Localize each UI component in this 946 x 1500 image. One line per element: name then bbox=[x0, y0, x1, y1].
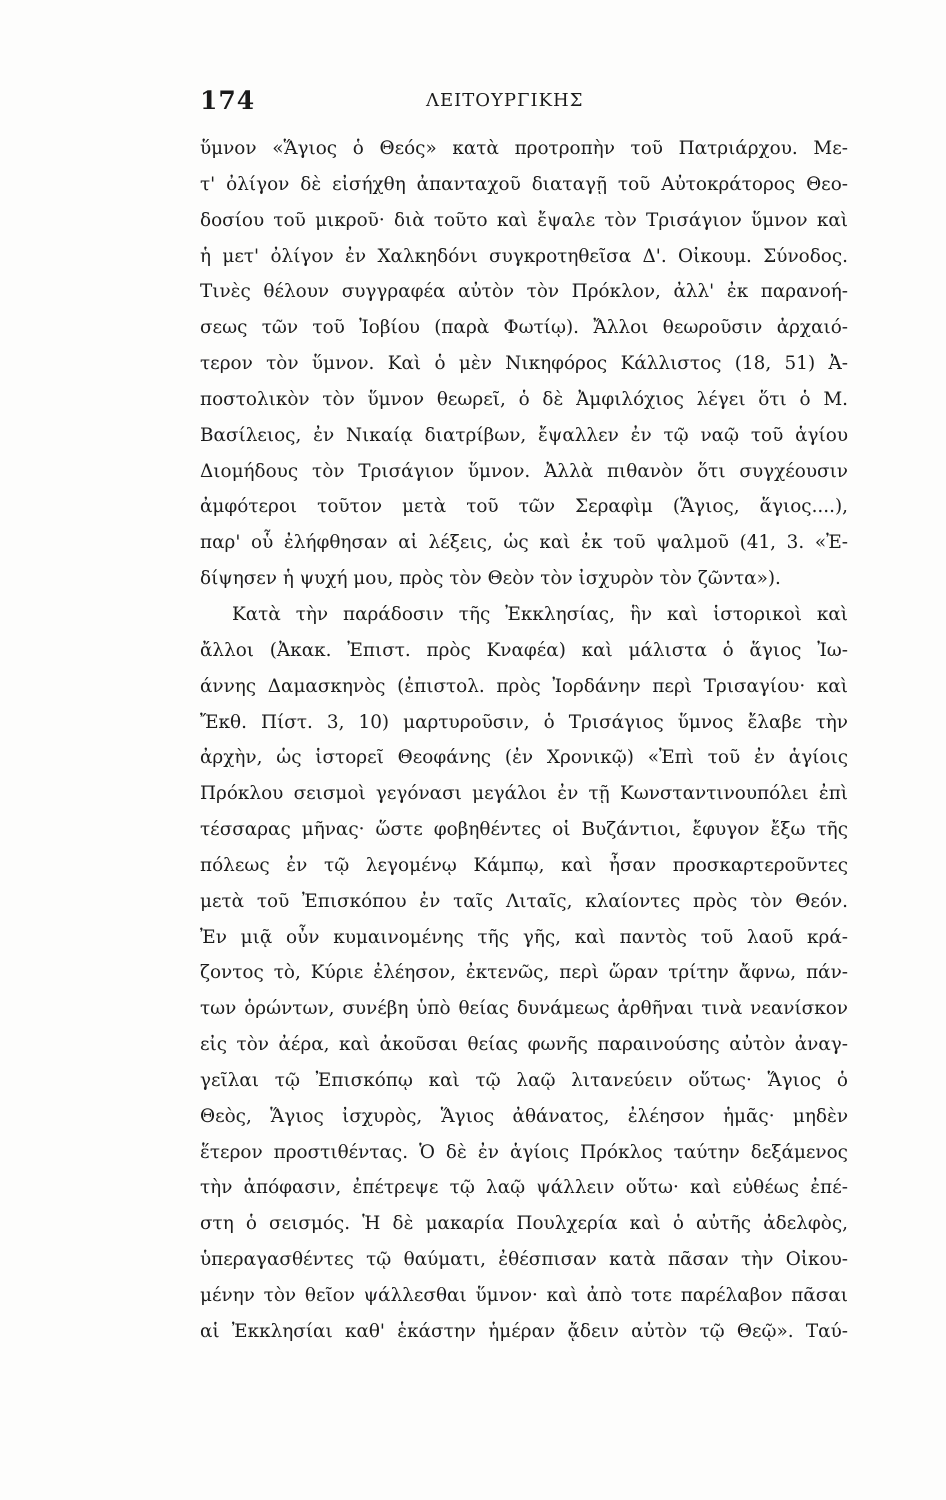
text-line: Θεὸς, Ἅγιος ἰσχυρὸς, Ἅγιος ἀθάνατος, ἐλέησον ἡμᾶς· μηδὲν bbox=[200, 1105, 848, 1127]
text-line: Τινὲς θέλουν συγγραφέα αὐτὸν τὸν Πρόκλον, ἀλλ' ἐκ παρανοή- bbox=[200, 281, 848, 303]
text-line: ζοντος τὸ, Κύριε ἐλέησον, ἐκτενῶς, περὶ ὥραν τρίτην ἄφνω, πάν- bbox=[200, 962, 848, 984]
text-line: δοσίου τοῦ μικροῦ· διὰ τοῦτο καὶ ἔψαλε τὸν Τρισάγιον ὕμνον καὶ bbox=[200, 209, 848, 231]
text-line: τερον τὸν ὕμνον. Καὶ ὁ μὲν Νικηφόρος Κάλλιστος (18, 51) Ἀ- bbox=[200, 353, 848, 375]
text-line: μετὰ τοῦ Ἐπισκόπου ἐν ταῖς Λιταῖς, κλαίοντες πρὸς τὸν Θεόν. bbox=[200, 890, 848, 912]
text-line: ἡ μετ' ὀλίγον ἐν Χαλκηδόνι συγκροτηθεῖσα Δ'. Οἰκουμ. Σύνοδος. bbox=[200, 245, 848, 267]
text-line: Ἔκθ. Πίστ. 3, 10) μαρτυροῦσιν, ὁ Τρισάγιος ὕμνος ἔλαβε τὴν bbox=[200, 711, 848, 733]
text-line: Ἐν μιᾷ οὖν κυμαινομένης τῆς γῆς, καὶ παντὸς τοῦ λαοῦ κρά- bbox=[200, 926, 848, 948]
text-line: πόλεως ἐν τῷ λεγομένῳ Κάμπῳ, καὶ ἦσαν προσκαρτεροῦντες bbox=[200, 854, 848, 876]
text-line: τ' ὀλίγον δὲ εἰσήχθη ἀπανταχοῦ διαταγῇ τοῦ Αὐτοκράτορος Θεο- bbox=[200, 173, 848, 195]
text-line: τέσσαρας μῆνας· ὥστε φοβηθέντες οἱ Βυζάντιοι, ἔφυγον ἔξω τῆς bbox=[200, 819, 848, 841]
page-number: 174 bbox=[200, 86, 256, 115]
text-line: ὑπεραγασθέντες τῷ θαύματι, ἐθέσπισαν κατὰ πᾶσαν τὴν Οἰκου- bbox=[200, 1249, 848, 1271]
text-line: ἀμφότεροι τοῦτον μετὰ τοῦ τῶν Σεραφὶμ (Ἅγιος, ἅγιος....), bbox=[200, 496, 848, 518]
text-line: αἱ Ἐκκλησίαι καθ' ἑκάστην ἡμέραν ᾄδειν αὐτὸν τῷ Θεῷ». Ταύ- bbox=[200, 1320, 848, 1342]
text-line: παρ' οὗ ἐλήφθησαν αἱ λέξεις, ὡς καὶ ἐκ τοῦ ψαλμοῦ (41, 3. «Ἐ- bbox=[200, 532, 848, 554]
body-text bbox=[200, 131, 848, 1350]
text-line: ἕτερον προστιθέντας. Ὁ δὲ ἐν ἁγίοις Πρόκλος ταύτην δεξάμενος bbox=[200, 1141, 848, 1163]
text-line: μένην τὸν θεῖον ψάλλεσθαι ὕμνον· καὶ ἀπὸ τοτε παρέλαβον πᾶσαι bbox=[200, 1285, 848, 1306]
text-line: τὴν ἀπόφασιν, ἐπέτρεψε τῷ λαῷ ψάλλειν οὕτω· καὶ εὐθέως ἐπέ- bbox=[200, 1177, 848, 1199]
text-line: Διομήδους τὸν Τρισάγιον ὕμνον. Ἀλλὰ πιθανὸν ὅτι συγχέουσιν bbox=[200, 460, 848, 482]
text-line: ποστολικὸν τὸν ὕμνον θεωρεῖ, ὁ δὲ Ἀμφιλόχιος λέγει ὅτι ὁ Μ. bbox=[200, 388, 848, 410]
paragraph-first-line: Κατὰ τὴν παράδοσιν τῆς Ἐκκλησίας, ἣν καὶ ἱστορικοὶ καὶ bbox=[232, 603, 848, 625]
text-line: γεῖλαι τῷ Ἐπισκόπῳ καὶ τῷ λαῷ λιτανεύειν οὕτως· Ἅγιος ὁ bbox=[200, 1069, 848, 1091]
text-line: εἰς τὸν ἀέρα, καὶ ἀκοῦσαι θείας φωνῆς παραινούσης αὐτὸν ἀναγ- bbox=[200, 1034, 848, 1056]
text-line: σεως τῶν τοῦ Ἰοβίου (παρὰ Φωτίῳ). Ἄλλοι θεωροῦσιν ἀρχαιό- bbox=[200, 317, 848, 339]
text-line: ἄλλοι (Ἀκακ. Ἐπιστ. πρὸς Κναφέα) καὶ μάλιστα ὁ ἅγιος Ἰω- bbox=[200, 639, 848, 661]
text-line: δίψησεν ἡ ψυχή μου, πρὸς τὸν Θεὸν τὸν ἰσχυρὸν τὸν ζῶντα»). bbox=[200, 568, 781, 590]
text-line: των ὁρώντων, συνέβη ὑπὸ θείας δυνάμεως ἀρθῆναι τινὰ νεανίσκον bbox=[200, 998, 848, 1020]
text-line: στη ὁ σεισμός. Ἡ δὲ μακαρία Πουλχερία καὶ ὁ αὐτῆς ἀδελφὸς, bbox=[200, 1213, 848, 1235]
text-line: άννης Δαμασκηνὸς (ἐπιστολ. πρὸς Ἰορδάνην περὶ Τρισαγίου· καὶ bbox=[200, 675, 848, 697]
text-line: ἀρχὴν, ὡς ἱστορεῖ Θεοφάνης (ἐν Χρονικῷ) «Ἐπὶ τοῦ ἐν ἁγίοις bbox=[200, 747, 848, 769]
text-line: Βασίλειος, ἐν Νικαίᾳ διατρίβων, ἔψαλλεν ἐν τῷ ναῷ τοῦ ἁγίου bbox=[200, 424, 848, 446]
page-header bbox=[200, 86, 848, 126]
text-line: Πρόκλου σεισμοὶ γεγόνασι μεγάλοι ἐν τῇ Κωνσταντινουπόλει ἐπὶ bbox=[200, 783, 848, 805]
running-head: ΛΕΙΤΟΥΡΓΙΚΗΣ bbox=[426, 90, 584, 111]
text-line: ὕμνον «Ἅγιος ὁ Θεός» κατὰ προτροπὴν τοῦ Πατριάρχου. Με- bbox=[200, 138, 848, 159]
